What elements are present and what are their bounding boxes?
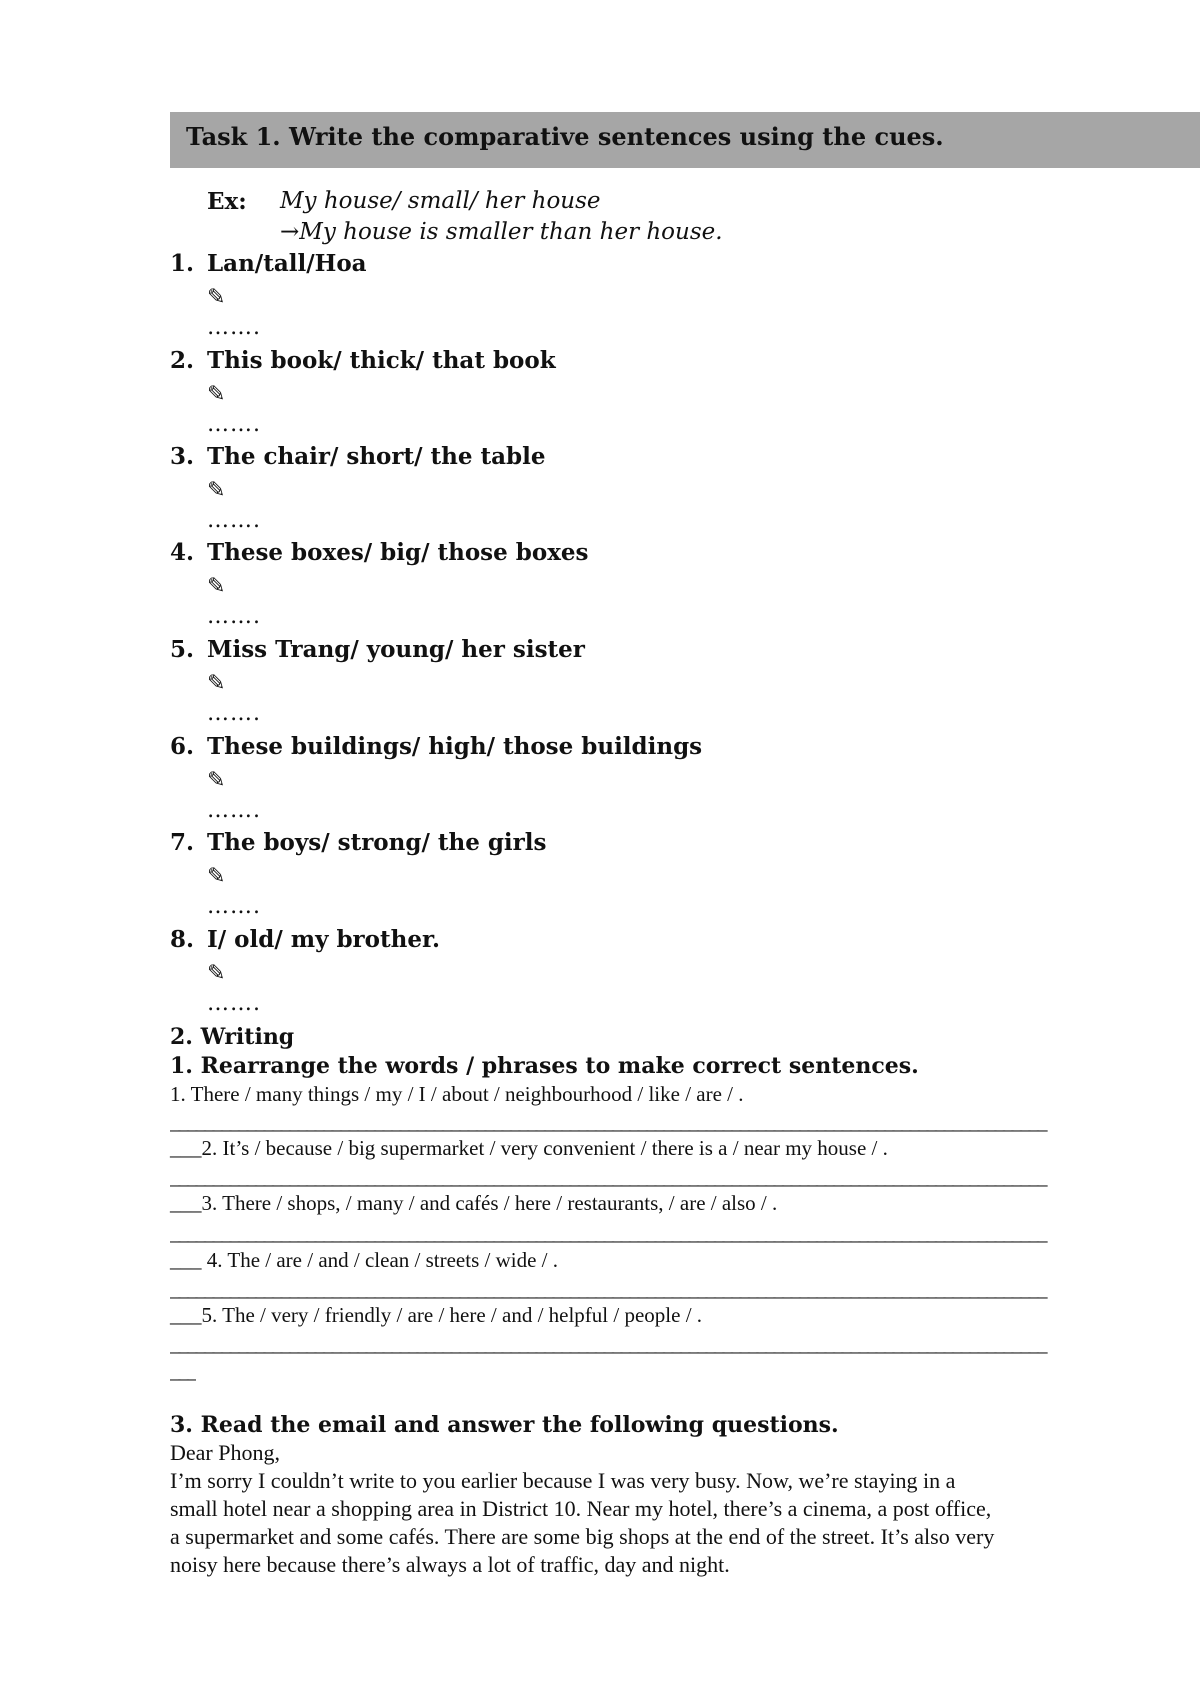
answer-dots: ……. xyxy=(207,315,261,340)
item-cue: Miss Trang/ young/ her sister xyxy=(207,636,585,663)
example-answer: →My house is smaller than her house. xyxy=(280,219,723,245)
email-line-2: small hotel near a shopping area in District 10. Near my hotel, there’s a cinema, a post office, xyxy=(170,1496,992,1521)
email-line-4: noisy here because there’s always a lot of traffic, day and night. xyxy=(170,1552,730,1577)
item-cue: Lan/tall/Hoa xyxy=(207,250,367,277)
writing-line-5: ___5. The / very / friendly / are / here / and / helpful / people / . xyxy=(170,1303,703,1327)
item-cue: These buildings/ high/ those buildings xyxy=(207,733,703,760)
reading-heading: 3. Read the email and answer the following questions. xyxy=(170,1412,839,1438)
answer-underline: _______________________________________________________________________________________________________ xyxy=(170,1277,1046,1301)
writing-line-3: ___3. There / shops, / many / and cafés / here / restaurants, / are / also / . xyxy=(170,1191,778,1215)
item-number: 4. xyxy=(170,539,195,566)
answer-underline: _______________________________________________________________________________________________________ xyxy=(170,1165,1046,1189)
example-label: Ex: xyxy=(207,188,247,215)
item-cue: The boys/ strong/ the girls xyxy=(207,829,547,856)
pencil-icon: ✎ xyxy=(207,864,226,889)
answer-underline: _______________________________________________________________________________________________________ xyxy=(170,1332,1046,1356)
item-cue: This book/ thick/ that book xyxy=(207,347,556,374)
task1-banner xyxy=(170,112,1200,168)
writing-subheading: 1. Rearrange the words / phrases to make correct sentences. xyxy=(170,1053,919,1079)
answer-dots: ……. xyxy=(207,604,261,629)
pencil-icon: ✎ xyxy=(207,382,226,407)
item-number: 7. xyxy=(170,829,195,856)
item-cue: The chair/ short/ the table xyxy=(207,443,546,470)
writing-heading: 2. Writing xyxy=(170,1024,295,1050)
pencil-icon: ✎ xyxy=(207,768,226,793)
email-line-3: a supermarket and some cafés. There are some big shops at the end of the street. It’s also very xyxy=(170,1524,995,1549)
answer-dots: ……. xyxy=(207,412,261,437)
writing-line-4: ___ 4. The / are / and / clean / streets / wide / . xyxy=(170,1248,558,1272)
answer-dots: ……. xyxy=(207,508,261,533)
pencil-icon: ✎ xyxy=(207,478,226,503)
example-cue: My house/ small/ her house xyxy=(280,188,601,214)
item-cue: I/ old/ my brother. xyxy=(207,926,440,953)
item-number: 8. xyxy=(170,926,195,953)
task1-title: Task 1. Write the comparative sentences using the cues. xyxy=(186,122,944,151)
pencil-icon: ✎ xyxy=(207,961,226,986)
answer-underline-tail: ___ xyxy=(170,1359,196,1383)
answer-underline: _______________________________________________________________________________________________________ xyxy=(170,1221,1046,1245)
item-cue: These boxes/ big/ those boxes xyxy=(207,539,589,566)
item-number: 5. xyxy=(170,636,195,663)
email-greeting: Dear Phong, xyxy=(170,1440,280,1465)
answer-dots: ……. xyxy=(207,798,261,823)
item-number: 2. xyxy=(170,347,195,374)
item-number: 3. xyxy=(170,443,195,470)
answer-underline: _______________________________________________________________________________________________________ xyxy=(170,1110,1046,1134)
pencil-icon: ✎ xyxy=(207,285,226,310)
pencil-icon: ✎ xyxy=(207,574,226,599)
item-number: 6. xyxy=(170,733,195,760)
writing-line-2: ___2. It’s / because / big supermarket / very convenient / there is a / near my house / . xyxy=(170,1136,888,1160)
item-number: 1. xyxy=(170,250,195,277)
email-line-1: I’m sorry I couldn’t write to you earlier because I was very busy. Now, we’re staying in a xyxy=(170,1468,956,1493)
answer-dots: ……. xyxy=(207,991,261,1016)
writing-line-1: 1. There / many things / my / I / about / neighbourhood / like / are / . xyxy=(170,1082,744,1106)
pencil-icon: ✎ xyxy=(207,671,226,696)
answer-dots: ……. xyxy=(207,701,261,726)
answer-dots: ……. xyxy=(207,894,261,919)
